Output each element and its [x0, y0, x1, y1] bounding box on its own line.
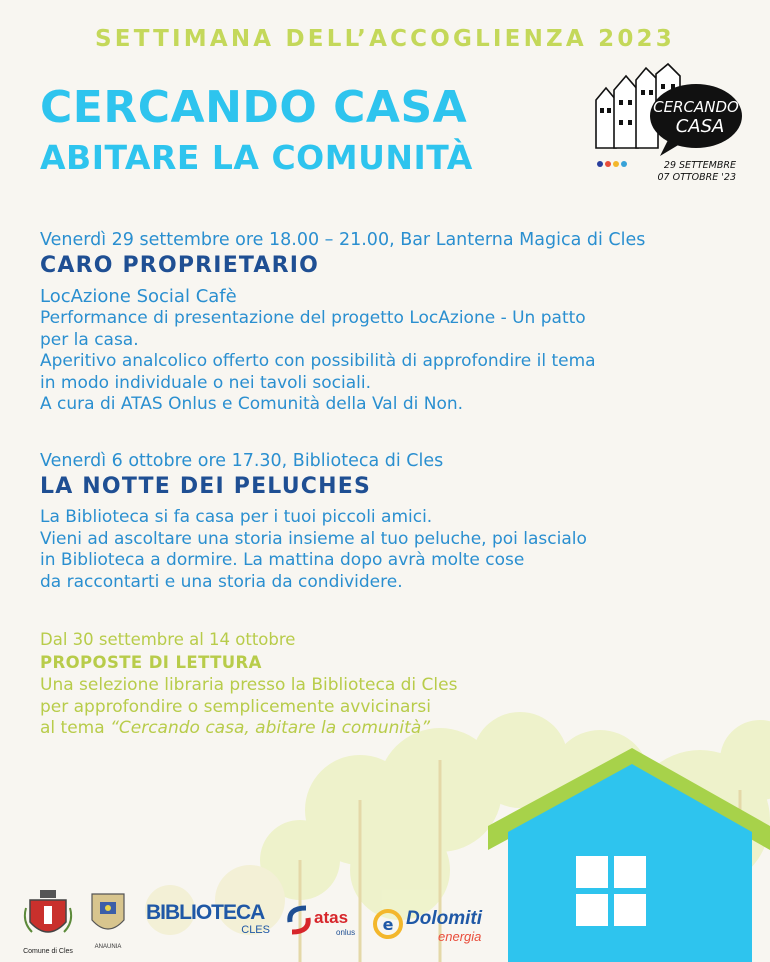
- main-title: CERCANDO CASA: [40, 82, 468, 133]
- dolomiti-energia-logo: [372, 906, 504, 946]
- event2-line: da raccontarti e una storia da condividere.: [40, 571, 403, 592]
- event-series-kicker: SETTIMANA DELL’ACCOGLIENZA 2023: [95, 26, 675, 52]
- event3-line-last: [40, 718, 457, 740]
- logo-dots: [597, 161, 627, 167]
- event1-line: A cura di ATAS Onlus e Comunità della Val di Non.: [40, 394, 464, 414]
- logo-text-2: CASA: [675, 116, 725, 137]
- event1-line: Aperitivo analcolico offerto con possibilità di approfondire il tema: [40, 351, 596, 371]
- atas-sub: onlus: [336, 928, 356, 937]
- event1-title: CARO PROPRIETARIO: [40, 253, 320, 278]
- event1-line: per la casa.: [40, 329, 139, 350]
- event2-line: Vieni ad ascoltare una storia insieme al tuo peluche, poi lascialo: [40, 528, 587, 549]
- logo-dates-2: 07 OTTOBRE '23: [657, 172, 736, 183]
- event2-description: [40, 507, 587, 593]
- comune-cles-logo: [22, 888, 74, 954]
- event3-line: per approfondire o semplicemente avvicinarsi: [40, 696, 431, 717]
- event3-title: PROPOSTE DI LETTURA: [40, 653, 262, 672]
- event2-line: in Biblioteca a dormire. La mattina dopo avrà molte cose: [40, 550, 525, 570]
- atas-arrows-icon: [284, 902, 314, 940]
- atas-label: atas: [314, 908, 349, 927]
- event2-line: La Biblioteca si fa casa per i tuoi piccoli amici.: [40, 507, 433, 527]
- dolomiti-sub: energia: [438, 929, 482, 944]
- biblioteca-label: BIBLIOTECA: [146, 901, 265, 924]
- comune-crest-icon: [22, 888, 74, 944]
- event3-line: Una selezione libraria presso la Biblioteca di Cles: [40, 675, 458, 695]
- event2-date: Venerdì 6 ottobre ore 17.30, Biblioteca di Cles: [40, 451, 444, 471]
- event3-date: Dal 30 settembre al 14 ottobre: [40, 630, 296, 649]
- dolomiti-e-icon: [372, 908, 404, 940]
- event1-subtitle: LocAzione Social Cafè: [40, 286, 237, 307]
- event1-date: Venerdì 29 settembre ore 18.00 – 21.00, Bar Lanterna Magica di Cles: [40, 230, 646, 250]
- anaunia-logo: [88, 890, 128, 952]
- cercando-casa-logo: [588, 60, 748, 188]
- atas-onlus-logo: [284, 900, 366, 944]
- biblioteca-cles-logo: [146, 902, 274, 942]
- anaunia-label: ANAUNIA: [94, 944, 122, 950]
- svg-text:e: e: [382, 915, 394, 934]
- main-subtitle: ABITARE LA COMUNITÀ: [40, 138, 473, 177]
- event3-description: [40, 675, 457, 740]
- event1-line: in modo individuale o nei tavoli sociali.: [40, 372, 371, 393]
- event1-description: [40, 308, 596, 416]
- event3-prefix: al tema: [40, 718, 111, 738]
- logo-dates-1: 29 SETTEMBRE: [663, 160, 736, 171]
- dolomiti-label: Dolomiti: [406, 908, 482, 929]
- comune-label: Comune di Cles: [23, 948, 73, 955]
- logo-text-1: CERCANDO: [653, 98, 739, 116]
- event3-theme-quote: “Cercando casa, abitare la comunità”: [110, 718, 431, 738]
- event2-title: LA NOTTE DEI PELUCHES: [40, 474, 372, 499]
- anaunia-crest-icon: [88, 890, 128, 940]
- event1-line: Performance di presentazione del progetto LocAzione - Un patto: [40, 308, 586, 328]
- biblioteca-sub: CLES: [241, 924, 270, 936]
